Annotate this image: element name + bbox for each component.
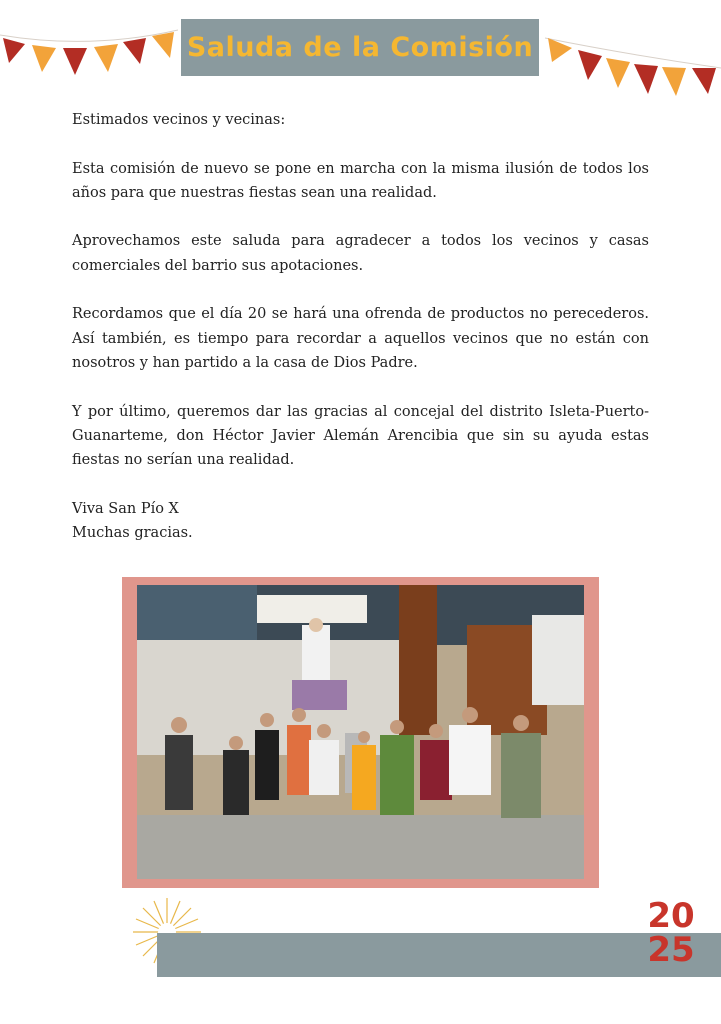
footer-bar [157, 930, 721, 977]
page-title: Saluda de la Comisión [186, 32, 534, 63]
letter-greeting: Estimados vecinos y vecinas: [72, 112, 286, 128]
photo-frame [122, 577, 599, 888]
letter-body [72, 108, 649, 545]
letter-closing: Muchas gracias. [72, 525, 193, 542]
year-bottom: 25 [647, 930, 695, 970]
letter-closing: Viva San Pío X [72, 500, 179, 517]
title-banner [181, 19, 539, 76]
year-badge [645, 896, 697, 970]
group-photo [137, 585, 584, 879]
year-top: 20 [647, 896, 695, 936]
letter-paragraph: Y por último, queremos dar las gracias al concejal del distrito Isleta-Puerto-Guanarteme, don Héctor Javier Alemán Arencibia que sin su ayuda estas fiestas no serían una realidad. [72, 403, 649, 469]
bunting-right-flags [548, 38, 716, 96]
letter-paragraph: Esta comisión de nuevo se pone en marcha con la misma ilusión de todos los años para que nuestras fiestas sean una realidad. [72, 160, 649, 201]
letter-paragraph: Recordamos que el día 20 se hará una ofrenda de productos no perecederos. Así también, es tiempo para recordar a aquellos vecinos que no están con nosotros y han partido a la casa de Dios Padre. [72, 306, 649, 371]
letter-paragraph: Aprovechamos este saluda para agradecer a todos los vecinos y casas comerciales del barrio sus apotaciones. [72, 233, 649, 274]
